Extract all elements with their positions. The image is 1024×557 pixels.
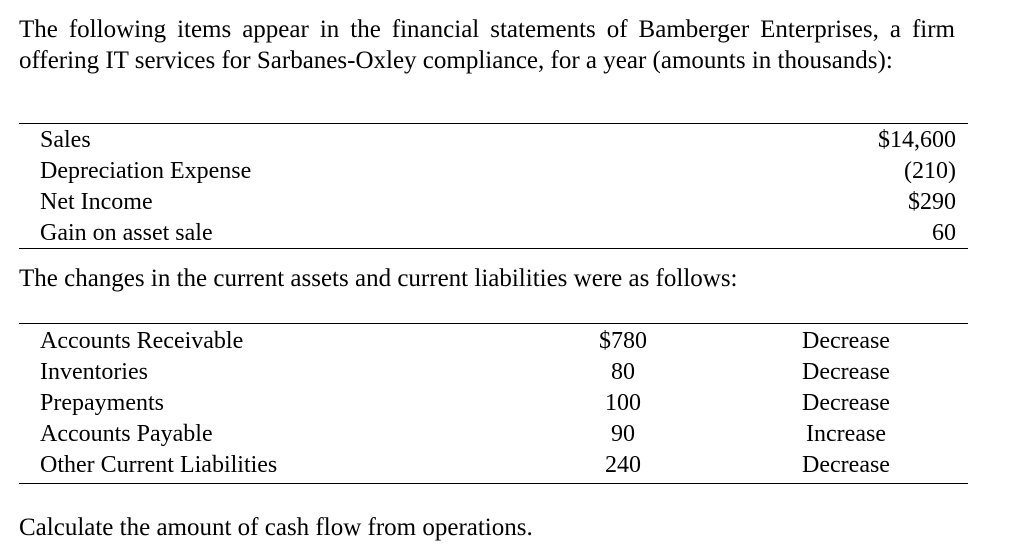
change-direction: Decrease — [802, 328, 890, 354]
intro-paragraph: The following items appear in the financial statements of Bamberger Enterprises, a firm offering IT services for Sarbanes-Oxley compliance, for a year (amounts in thousands): — [19, 16, 955, 74]
item-value: (210) — [904, 158, 956, 184]
change-amount: $780 — [599, 328, 647, 354]
change-amount: 90 — [611, 421, 635, 447]
table-row — [40, 125, 956, 156]
table-row — [40, 156, 956, 187]
item-value: 60 — [932, 220, 956, 246]
table-row — [40, 357, 940, 388]
account-label: Accounts Payable — [40, 421, 213, 447]
account-label: Other Current Liabilities — [40, 452, 278, 478]
item-value: $290 — [908, 189, 956, 215]
change-direction: Decrease — [802, 452, 890, 478]
table-row — [40, 326, 940, 357]
change-direction: Increase — [806, 421, 886, 447]
change-direction: Decrease — [802, 359, 890, 385]
table-1-top-rule — [19, 123, 968, 124]
question-text: Calculate the amount of cash flow from operations. — [19, 514, 533, 541]
change-direction: Decrease — [802, 390, 890, 416]
changes-intro: The changes in the current assets and current liabilities were as follows: — [19, 265, 738, 292]
change-amount: 240 — [605, 452, 641, 478]
item-label: Net Income — [40, 189, 153, 215]
table-2-bottom-rule — [19, 483, 968, 484]
item-label: Sales — [40, 127, 91, 153]
table-row — [40, 419, 940, 450]
table-2-top-rule — [19, 323, 968, 324]
account-label: Prepayments — [40, 390, 164, 416]
table-row — [40, 187, 956, 218]
item-value: $14,600 — [878, 127, 956, 153]
account-label: Inventories — [40, 359, 148, 385]
table-row — [40, 388, 940, 419]
table-1-bottom-rule — [19, 248, 968, 249]
account-label: Accounts Receivable — [40, 328, 244, 354]
change-amount: 100 — [605, 390, 641, 416]
item-label: Depreciation Expense — [40, 158, 252, 184]
table-row — [40, 450, 940, 481]
table-row — [40, 218, 956, 249]
change-amount: 80 — [611, 359, 635, 385]
item-label: Gain on asset sale — [40, 220, 213, 246]
